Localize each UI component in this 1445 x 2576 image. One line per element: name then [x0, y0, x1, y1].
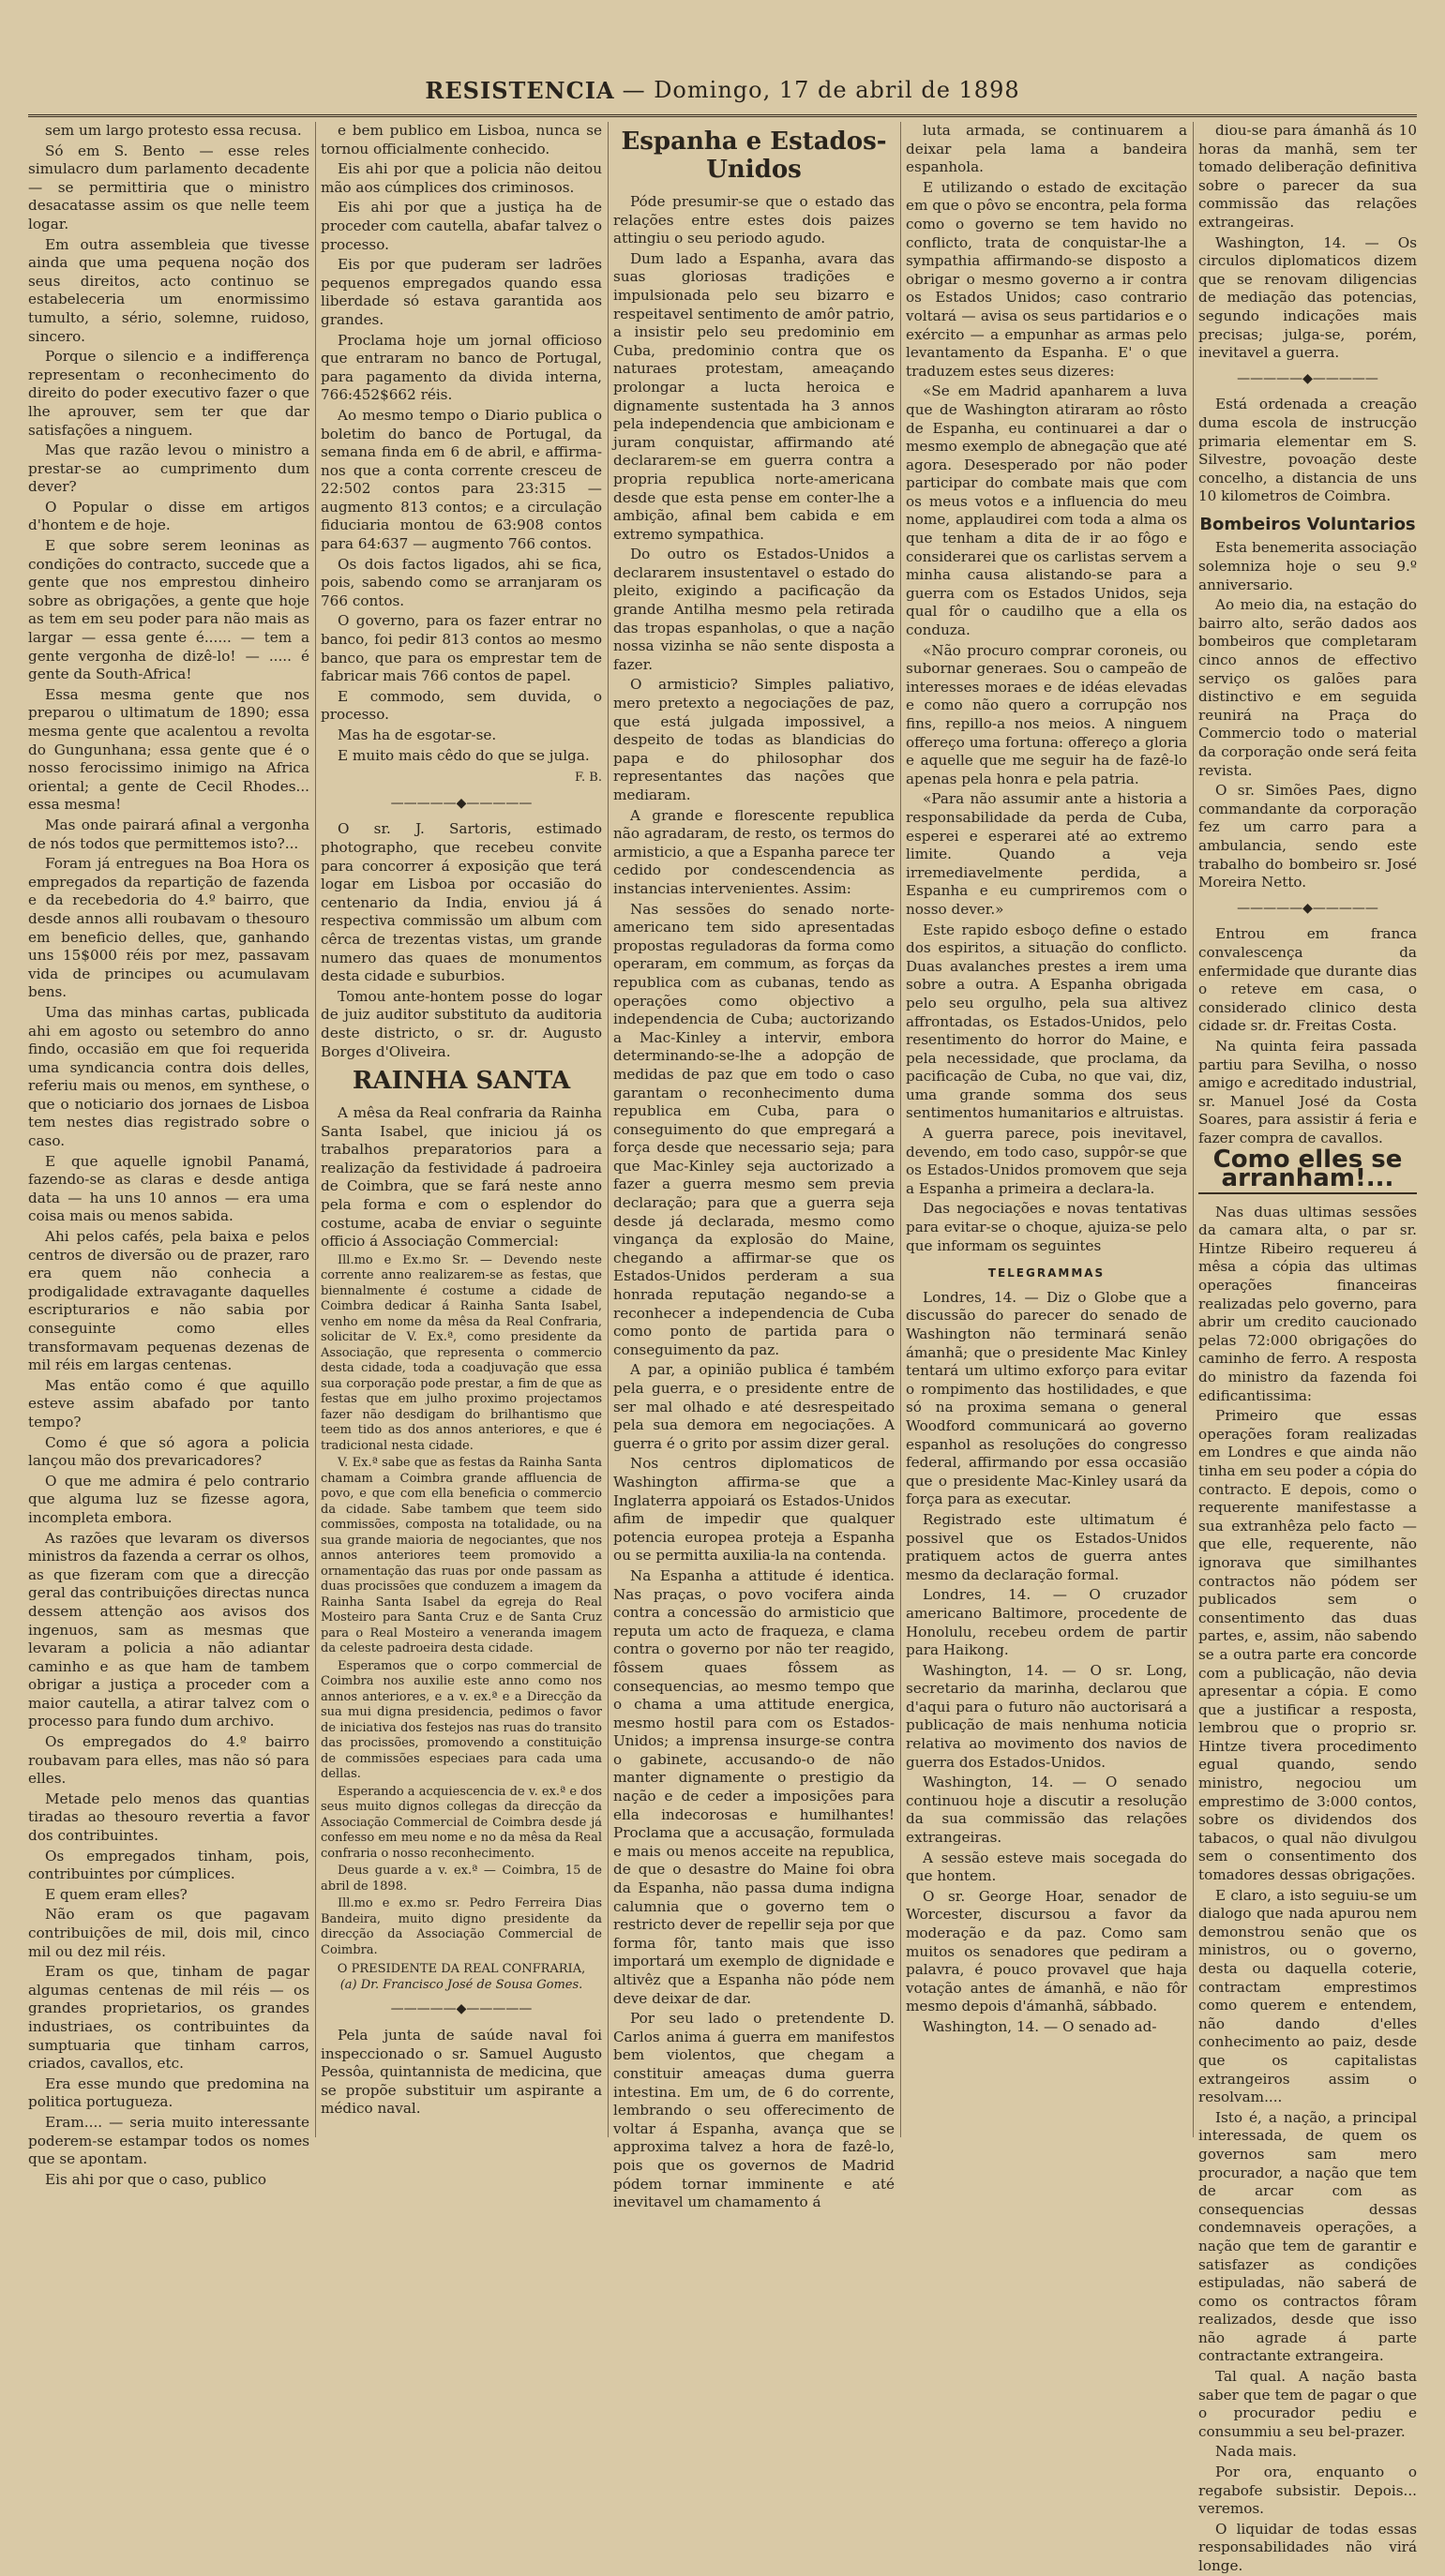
- paragraph: Eram.... — seria muito interessante poderem-se estampar todos os nomes que se apontam.: [28, 2113, 309, 2168]
- paragraph: Ao meio dia, na estação do bairro alto, serão dados aos bombeiros que completaram cinco annos de effectivo serviço os galões para distinctivo e em seguida reunirá na Praça do Commercio todo o material da corporação onde será feita revista.: [1198, 596, 1417, 779]
- paragraph: «Se em Madrid apanharem a luva que de Washington atiraram ao rôsto de Espanha, eu continuarei a dar o mesmo exemplo de abnegação que até agora. Desesperado por não poder participar do combate mais que com os meus votos e a influencia do meu nome, applaudirei com toda a alma os que tenham a dita de ir ao fôgo e considerarei que os carlistas servem a minha causa alistando-se para a guerra com os Estados Unidos, seja qual fôr o caudilho que a ella os conduza.: [906, 382, 1187, 639]
- paragraph: O que me admira é pelo contrario que alguma luz se fizesse agora, incompleta embora.: [28, 1472, 309, 1526]
- paragraph: «Para não assumir ante a historia a responsabilidade da perda de Cuba, esperei e esperarei até ao extremo limite. Quando a veja irremediavelmente perdida, a Espanha e eu cumpriremos com o nosso dever.»: [906, 790, 1187, 918]
- paragraph: Eis ahi por que a justiça ha de proceder com cautella, abafar talvez o processo.: [321, 199, 602, 253]
- paper-name: RESISTENCIA: [425, 76, 615, 104]
- paragraph: Ill.mo e Ex.mo Sr. — Devendo neste corrente anno realizarem-se as festas, que biennalmente é costume a cidade de Coimbra dedicar á Rainha Santa Isabel, venho em nome da mêsa da Real Confraria, solicitar de V. Ex.ª, como presidente da Associação, que representa o commercio desta cidade, toda a coadjuvação que essa sua corporação pode prestar, a fim de que as festas que em julho proximo projectamos fazer não desdigam do brilhantismo que teem tido as dos annos anteriores, e que é tradicional nesta cidade.: [321, 1252, 602, 1453]
- paragraph: E utilizando o estado de excitação em que o pôvo se encontra, pela forma como o governo se tem havido no conflicto, trata de conquistar-lhe a sympathia affirmando-se disposto a obrigar o mesmo governo a ir contra os Estados Unidos; caso contrario voltará — avisa os seus partidarios e o exército — a empunhar as armas pelo levantamento da Espanha. E' o que traduzem estes seus dizeres:: [906, 178, 1187, 380]
- column-4: [906, 122, 1187, 2137]
- paragraph: Tal qual. A nação basta saber que tem de pagar o que o procurador pediu e consummiu a seu bel-prazer.: [1198, 2368, 1417, 2440]
- paragraph: Mas então como é que aquillo esteve assim abafado por tanto tempo?: [28, 1376, 309, 1430]
- column-1: [28, 122, 309, 2188]
- paragraph: O sr. George Hoar, senador de Worcester, discursou a favor da moderação e da paz. Como sam muitos os senadores que pediram a palavra, é pouco provavel que haja votação antes de ámanhã, e não fôr mesmo depois d'ámanhã, sábbado.: [906, 1887, 1187, 2015]
- paragraph: Mas que razão levou o ministro a prestar-se ao cumprimento dum dever?: [28, 442, 309, 496]
- paragraph: Esperando a acquiescencia de v. ex.ª e dos seus muito dignos collegas da direcção da Associação Commercial de Coimbra desde já confesso em meu nome e no da mêsa da Real confraria o nosso reconhecimento.: [321, 1784, 602, 1861]
- paragraph: A par, a opinião publica é também pela guerra, e o presidente entre de ser mal olhado e até desrespeitado pela sua demora em negociações. A guerra é o grito por assim dizer geral.: [613, 1361, 895, 1452]
- paragraph: Isto é, a nação, a principal interessada, de quem os governos sam mero procurador, a nação que tem de arcar com as consequencias dessas condemnaveis operações, a nação que tem de garantir e satisfazer as condições estipuladas, não saberá de como os contractos fôram realizados, desde que isso não agrade á parte contractante extrangeira.: [1198, 2108, 1417, 2365]
- paragraph: A sessão esteve mais socegada do que hontem.: [906, 1849, 1187, 1885]
- column-3: [613, 122, 895, 2211]
- rainha-after: Pela junta de saúde naval foi inspeccionado o sr. Samuel Augusto Pessôa, quintannista de medicina, que se propõe substituir um aspirante a médico naval.: [321, 2026, 602, 2118]
- paragraph: Por ora, enquanto o regabofe subsistir. Depois... veremos.: [1198, 2464, 1417, 2518]
- paragraph: Registrado este ultimatum é possivel que os Estados-Unidos pratiquem actos de guerra antes mesmo da declaração formal.: [906, 1510, 1187, 1583]
- rainha-intro: A mêsa da Real confraria da Rainha Santa Isabel, que iniciou já os trabalhos preparatorios para a realização da festividade á padroeira de Coimbra, que se fará neste anno pela forma e com o esplendor do costume, acaba de enviar o seguinte officio á Associação Commercial:: [321, 1104, 602, 1251]
- paragraph: «Não procuro comprar coroneis, ou subornar generaes. Sou o campeão de interesses moraes e de idéas elevadas e como não quero a corrupção nos fins, repillo-a nos meios. A ninguem offereço uma fortuna: offereço a gloria e aquelle que me seguir ha de fazê-lo apenas pela honra e pela patria.: [906, 641, 1187, 787]
- paragraph: O Popular o disse em artigos d'hontem e de hoje.: [28, 498, 309, 534]
- column-rule: [608, 122, 609, 2137]
- paragraph: Das negociações e novas tentativas para evitar-se o choque, ajuiza-se pelo que informam os seguintes: [906, 1200, 1187, 1254]
- paragraph: O governo, para os fazer entrar no banco, foi pedir 813 contos ao mesmo banco, que para os emprestar tem de fabricar mais 766 contos de papel.: [321, 612, 602, 685]
- paragraph: Ill.mo e ex.mo sr. Pedro Ferreira Dias Bandeira, muito digno presidente da direcção da Associação Commercial de Coimbra.: [321, 1896, 602, 1957]
- paragraph: diou-se para ámanhã ás 10 horas da manhã, sem ter tomado deliberação definitiva sobre o parecer da sua commissão das relações extrangeiras.: [1198, 122, 1417, 231]
- paragraph: Não eram os que pagavam contribuições de mil, dois mil, cinco mil ou dez mil réis.: [28, 1906, 309, 1960]
- paragraph: Está ordenada a creação duma escola de instrucção primaria elementar em S. Silvestre, povoação deste concelho, a distancia de uns 10 kilometros de Coimbra.: [1198, 396, 1417, 505]
- paragraph: Entrou em franca convalescença da enfermidade que durante dias o reteve em casa, o considerado clinico desta cidade sr. dr. Freitas Costa.: [1198, 925, 1417, 1035]
- paragraph: Foram já entregues na Boa Hora os empregados da repartição de fazenda e da recebedoria do 4.º bairro, que desde annos alli roubavam o thesouro em beneficio delles, que, ganhando uns 15$000 réis por mez, passavam vida de principes ou acumulavam bens.: [28, 855, 309, 1001]
- paragraph: E commodo, sem duvida, o processo.: [321, 687, 602, 724]
- separator: —————◆—————: [390, 795, 533, 811]
- paragraph: Os empregados do 4.º bairro roubavam para elles, mas não só para elles.: [28, 1733, 309, 1788]
- masthead: [28, 66, 1417, 117]
- paragraph: Washington, 14. — Os circulos diplomaticos dizem que se renovam diligencias de mediação das potencias, segundo indicações mais precisas; julga-se, porém, inevitavel a guerra.: [1198, 233, 1417, 362]
- paragraph: Metade pelo menos das quantias tiradas ao thesouro revertia a favor dos contribuintes.: [28, 1790, 309, 1845]
- rainha-title: RAINHA SANTA: [352, 1067, 571, 1096]
- separator: —————◆—————: [390, 2001, 533, 2017]
- paragraph: Eis ahi por que o caso, publico: [45, 2170, 267, 2188]
- telegrammas-title: TELEGRAMMAS: [987, 1266, 1106, 1281]
- rainha-sign2: (a) Dr. Francisco José de Sousa Gomes.: [339, 1977, 583, 1992]
- paragraph: Eis ahi por que a policia não deitou mão aos cúmplices dos criminosos.: [321, 160, 602, 196]
- paragraph: A grande e florescente republica não agradaram, de resto, os termos do armisticio, a que a Espanha parece ter cedido por condescendencia as instancias intervenientes. Assim:: [613, 806, 895, 897]
- paragraph: Nas duas ultimas sessões da camara alta, o par sr. Hintze Ribeiro requereu á mêsa a cópia das ultimas operações financeiras realizadas pelo governo, para abrir um credito caucionado pelas 72:000 obrigações do caminho de ferro. A resposta do ministro da fazenda foi edificantissima:: [1198, 1203, 1417, 1404]
- paragraph: Ao mesmo tempo o Diario publica o boletim do banco de Portugal, da semana finda em 6 de abril, e affirma-nos que a conta corrente cresceu de 22:502 contos para 23:315 — augmento 813 contos; e a circulação fiduciaria montou de 63:908 contos para 64:637 — augmento 766 contos.: [321, 406, 602, 553]
- paragraph: E quem eram elles?: [45, 1885, 188, 1903]
- paragraph: Eram os que, tinham de pagar algumas centenas de mil réis — os grandes proprietarios, os grandes industriaes, os contribuintes da sumptuaria que tinham carros, criados, cavallos, etc.: [28, 1963, 309, 2073]
- separator: —————◆—————: [1237, 370, 1378, 386]
- column-rule: [315, 122, 316, 2137]
- columns: [28, 122, 1417, 2574]
- paragraph: Nada mais.: [1215, 2443, 1297, 2461]
- arranham-title: Como elles se arranham!...: [1198, 1151, 1417, 1193]
- dateline: — Domingo, 17 de abril de 1898: [622, 77, 1020, 103]
- column-rule: [1193, 122, 1194, 2137]
- paragraph: A guerra parece, pois inevitavel, devendo, em todo caso, suppôr-se que os Estados-Unidos promovem que seja a Espanha a primeira a declara-la.: [906, 1125, 1187, 1197]
- paragraph: Póde presumir-se que o estado das relações entre estes dois paizes attingiu o seu periodo agudo.: [613, 193, 895, 247]
- newspaper-page: [28, 66, 1417, 2574]
- paragraph: V. Ex.ª sabe que as festas da Rainha Santa chamam a Coimbra grande affluencia de povo, e que com ella beneficia o commercio da cidade. Sabe tambem que teem sido commissões, composta na totalidade, ou na sua grande maioria de negociantes, que nos annos anteriores teem promovido a ornamentação das ruas por onde passam as duas procissões que conduzem a imagem da Rainha Santa Isabel da egreja do Real Mosteiro para Santa Cruz e de Santa Cruz para o Real Mosteiro a veneranda imagem da celeste padroeira desta cidade.: [321, 1456, 602, 1656]
- paragraph: Os empregados tinham, pois, contribuintes por cúmplices.: [28, 1847, 309, 1883]
- paragraph: Porque o silencio e a indifferença representam o reconhecimento do direito do poder executivo fazer o que lhe aprouver, sem ter que dar satisfações a ninguem.: [28, 348, 309, 439]
- paragraph: Só em S. Bento — esse reles simulacro dum parlamento decadente — se permittiria que o ministro desacatasse assim os que nelle teem logar.: [28, 142, 309, 232]
- paragraph: Os dois factos ligados, ahi se fica, pois, sabendo como se arranjaram os 766 contos.: [321, 555, 602, 609]
- paragraph: As razões que levaram os diversos ministros da fazenda a cerrar os olhos, as que fizeram com que a direcção geral das contribuições directas nunca dessem attenção aos avisos dos ingenuos, sam as mesmas que levaram a policia a não adiantar caminho e as que ham de tambem obrigar a justiça a proceder com a maior cautella, a atirar talvez com o processo para fundo dum archivo.: [28, 1529, 309, 1730]
- espanha-title: Espanha e Estados-Unidos: [621, 127, 887, 184]
- paragraph: Deus guarde a v. ex.ª — Coimbra, 15 de abril de 1898.: [321, 1864, 602, 1894]
- paragraph: Washington, 14. — O senado ad-: [923, 2017, 1157, 2035]
- bombeiros-title: Bombeiros Voluntarios: [1199, 514, 1416, 534]
- paragraph: Dum lado a Espanha, avara das suas gloriosas tradições e impulsionada pelo seu bizarro e respeitavel sentimento de amôr patrio, a insistir pelo seu predominio em Cuba, predominio contra que os naturaes protestam, ameaçando prolongar a lucta heroica e dignamente sustentada ha 3 annos pela independencia que ambicionam e juram conquistar, affirmando até declararem-se em guerra contra a propria republica norte-americana desde que esta pense em conter-lhe a ambição, afinal bem cabida e em extremo sympathica.: [613, 249, 895, 543]
- column-rule: [900, 122, 901, 2137]
- paragraph: O sr. Simões Paes, digno commandante da corporação fez um carro para a ambulancia, sendo este trabalho do bombeiro sr. José Moreira Netto.: [1198, 782, 1417, 891]
- rainha-sign1: O PRESIDENTE DA REAL CONFRARIA,: [337, 1962, 586, 1977]
- paragraph: O liquidar de todas essas responsabilidades não virá longe.: [1198, 2520, 1417, 2574]
- paragraph: Do outro os Estados-Unidos a declararem insustentavel o estado do pleito, exigindo a pacificação da grande Antilha mesmo pela retirada das tropas espanholas, o que a nação nossa vizinha se não sente disposta a fazer.: [613, 546, 895, 673]
- paragraph: E claro, a isto seguiu-se um dialogo que nada apurou nem demonstrou senão que os ministros, ou o governo, desta ou daquella coterie, contractam emprestimos como querem e entendem, não dando d'elles conhecimento ao paiz, desde que os capitalistas extrangeiros assim o resolvam....: [1198, 1886, 1417, 2106]
- paragraph: Ahi pelos cafés, pela baixa e pelos centros de diversão ou de prazer, raro era quem não conhecia a prodigalidade extravagante daquelles escripturarios e não sabia por conseguinte como elles transformavam pequenas dezenas de mil réis em largas centenas.: [28, 1228, 309, 1374]
- paragraph: Primeiro que essas operações foram realizadas em Londres e que ainda não tinha em seu poder a cópia do contracto. E depois, como o requerente manifestasse a sua extranhêza pelo facto — que elle, requerente, não ignorava que similhantes contractos não pódem ser publicados sem o consentimento das duas partes, e, assim, não sabendo se a outra parte era concorde com a publicação, não devia apresentar a cópia. E como que a justificar a resposta, lembrou que o proprio sr. Hintze tivera procedimento egual quando, sendo ministro, negociou um emprestimo de 3:000 contos, sobre os dividendos dos tabacos, o qual não divulgou sem o consentimento dos tomadores dessas obrigações.: [1198, 1407, 1417, 1884]
- paragraph: Londres, 14. — O cruzador americano Baltimore, procedente de Honolulu, recebeu ordem de partir para Haikong.: [906, 1586, 1187, 1659]
- paragraph: Nos centros diplomaticos de Washington affirma-se que a Inglaterra appoiará os Estados-Unidos afim de impedir que qualquer potencia europea proteja a Espanha ou se permitta auxilia-la na contenda.: [613, 1455, 895, 1565]
- paragraph: Era esse mundo que predomina na politica portugueza.: [28, 2074, 309, 2111]
- paragraph: E que sobre serem leoninas as condições do contracto, succede que a gente que nos emprestou dinheiro sobre as obrigações, a gente que hoje as tem em seu poder para não mais as largar — essa gente é...... — tem a gente vergonha de dizê-lo! — ..... é gente da South-Africa!: [28, 537, 309, 683]
- paragraph: E muito mais cêdo do que se julga.: [338, 746, 590, 764]
- paragraph: Na quinta feira passada partiu para Sevilha, o nosso amigo e acreditado industrial, sr. Manuel José da Costa Soares, para assistir á feria e fazer compra de cavallos.: [1198, 1037, 1417, 1146]
- paragraph: Uma das minhas cartas, publicada ahi em agosto ou setembro do anno findo, occasião em que foi requerida uma syndicancia contra dois delles, referiu mais ou menos, em synthese, o que o noticiario dos jornaes de Lisboa tem nestes dias registrado sobre o caso.: [28, 1003, 309, 1150]
- paragraph: Washington, 14. — O senado continuou hoje a discutir a resolução da sua commissão das relações extrangeiras.: [906, 1774, 1187, 1847]
- paragraph: luta armada, se continuarem a deixar pela lama a bandeira espanhola.: [906, 122, 1187, 176]
- paragraph: Proclama hoje um jornal officioso que entraram no banco de Portugal, para pagamento da divida interna, 766:452$662 réis.: [321, 331, 602, 404]
- paragraph: Em outra assembleia que tivesse ainda que uma pequena noção dos seus direitos, acto continuo se estabeleceria um enormissimo tumulto, a sério, solemne, ruidoso, sincero.: [28, 235, 309, 345]
- paragraph: sem um largo protesto essa recusa.: [45, 122, 302, 139]
- paragraph: Como é que só agora a policia lançou mão dos prevaricadores?: [28, 1433, 309, 1470]
- paragraph: Mas onde pairará afinal a vergonha de nós todos que permittemos isto?...: [28, 816, 309, 852]
- paragraph: Mas ha de esgotar-se.: [338, 726, 497, 743]
- paragraph: e bem publico em Lisboa, nunca se tornou officialmente conhecido.: [321, 122, 602, 157]
- paragraph: Este rapido esboço define o estado dos espiritos, a situação do conflicto. Duas avalanches prestes a irem uma sobre a outra. A Espanha obrigada pelo seu orgulho, pela sua altivez affrontadas, os Estados-Unidos, pelo resentimento do horror do Maine, e pela necessidade, que proclama, da pacificação de Cuba, no que vai, diz, uma grande somma dos seus sentimentos humanitarios e altruistas.: [906, 921, 1187, 1122]
- paragraph: Esta benemerita associação solemniza hoje o seu 9.º anniversario.: [1198, 539, 1417, 593]
- paragraph: Essa mesma gente que nos preparou o ultimatum de 1890; essa mesma gente que acalentou a revolta do Gungunhana; essa gente que é o nosso ferocissimo inimigo na Africa oriental; a gente de Cecil Rhodes... essa mesma!: [28, 685, 309, 814]
- paragraph: O sr. J. Sartoris, estimado photographo, que recebeu convite para concorrer á exposição que terá logar em Lisboa por occasião do centenario da India, enviou já á respectiva commissão um album com cêrca de trezentas vistas, um grande numero das quaes de monumentos desta cidade e suburbios.: [321, 820, 602, 985]
- paragraph: O armisticio? Simples paliativo, mero pretexto a negociações de paz, que está julgada impossivel, a despeito de todas as blandicias do papa e do philosophar dos representantes das nações que mediaram.: [613, 676, 895, 803]
- paragraph: Por seu lado o pretendente D. Carlos anima á guerra em manifestos bem violentos, que chegam a constituir ameaças duma guerra intestina. Em um, de 6 do corrente, lembrando o seu offerecimento de voltar á Espanha, avança que se approxima talvez a hora de fazê-lo, pois que os governos de Madrid pódem tornar imminente e até inevitavel um chamamento á: [613, 2010, 895, 2211]
- paragraph: Na Espanha a attitude é identica. Nas praças, o povo vocifera ainda contra a concessão do armisticio que reputa um acto de fraqueza, e clama contra o governo por não ter reagido, fôssem quaes fôssem as consequencias, ao mesmo tempo que o chama a uma attitude energica, mesmo hostil para com os Estados-Unidos; a imprensa insurge-se contra o gabinete, accusando-o de não manter dignamente o prestigio da nação e de ceder a imposições para ella indecorosas e humilhantes! Proclama que a accusação, formulada e mais ou menos acceite na republica, de que o desastre do Maine foi obra da Espanha, não passa duma indigna calumnia que o governo tem o restricto dever de repellir seja por que forma fôr, tanto mais que isso importará um exemplo de dignidade e altivêz que a Espanha não póde nem deve deixar de dar.: [613, 1566, 895, 2007]
- paragraph: Londres, 14. — Diz o Globe que a discussão do parecer do senado de Washington não terminará senão ámanhã; que o presidente Mac Kinley tentará um ultimo exforço para evitar o rompimento das hostilidades, e que só na proxima semana o general Woodford communicará ao governo espanhol as resoluções do congresso federal, affirmando por essa occasião que o presidente Mac-Kinley usará da força para as executar.: [906, 1288, 1187, 1508]
- paragraph: Tomou ante-hontem posse do logar de juiz auditor substituto da auditoria deste districto, o sr. dr. Augusto Borges d'Oliveira.: [321, 987, 602, 1060]
- column-2: [321, 122, 602, 2137]
- paragraph: Nas sessões do senado norte-americano tem sido apresentadas propostas reguladoras da forma como operaram, em commum, as forças da republica com as cubanas, tendo as operações como objectivo a independencia de Cuba; auctorizando a Mac-Kinley a intervir, embora determinando-se-lhe a adopção de medidas de paz que em todo o caso garantam o reconhecimento duma republica em Cuba, para o conseguimento do que empregará a força desde que necessario seja; para que Mac-Kinley seja auctorizado a fazer a guerra mesmo sem previa declaração; para que a guerra seja desde já declarada, mesmo como vingança da explosão do Maine, chegando a affirmar-se que os Estados-Unidos perderam a sua honrada reputação negando-se a reconhecer a independencia de Cuba como ponto de partida para o conseguimento da paz.: [613, 900, 895, 1358]
- paragraph: Washington, 14. — O sr. Long, secretario da marinha, declarou que d'aqui para o futuro não auctorisará a publicação de mais nenhuma noticia relativa ao movimento dos navios de guerra dos Estados-Unidos.: [906, 1661, 1187, 1771]
- separator: —————◆—————: [1237, 900, 1378, 916]
- paragraph: Esperamos que o corpo commercial de Coimbra nos auxilie este anno como nos annos anteriores, e a v. ex.ª e a Direcção da sua mui digna presidencia, pedimos o favor de iniciativa dos festejos nas ruas do transito das procissões, promovendo a constituição de commissões especiaes para cada uma dellas.: [321, 1658, 602, 1782]
- paragraph: E que aquelle ignobil Panamá, fazendo-se as claras e desde antiga data — ha uns 10 annos — era uma coisa mais ou menos sabida.: [28, 1152, 309, 1225]
- signature: F. B.: [575, 771, 602, 786]
- column-5: [1198, 122, 1417, 2574]
- paragraph: Eis por que puderam ser ladrões pequenos empregados quando essa liberdade só estava garantida aos grandes.: [321, 256, 602, 328]
